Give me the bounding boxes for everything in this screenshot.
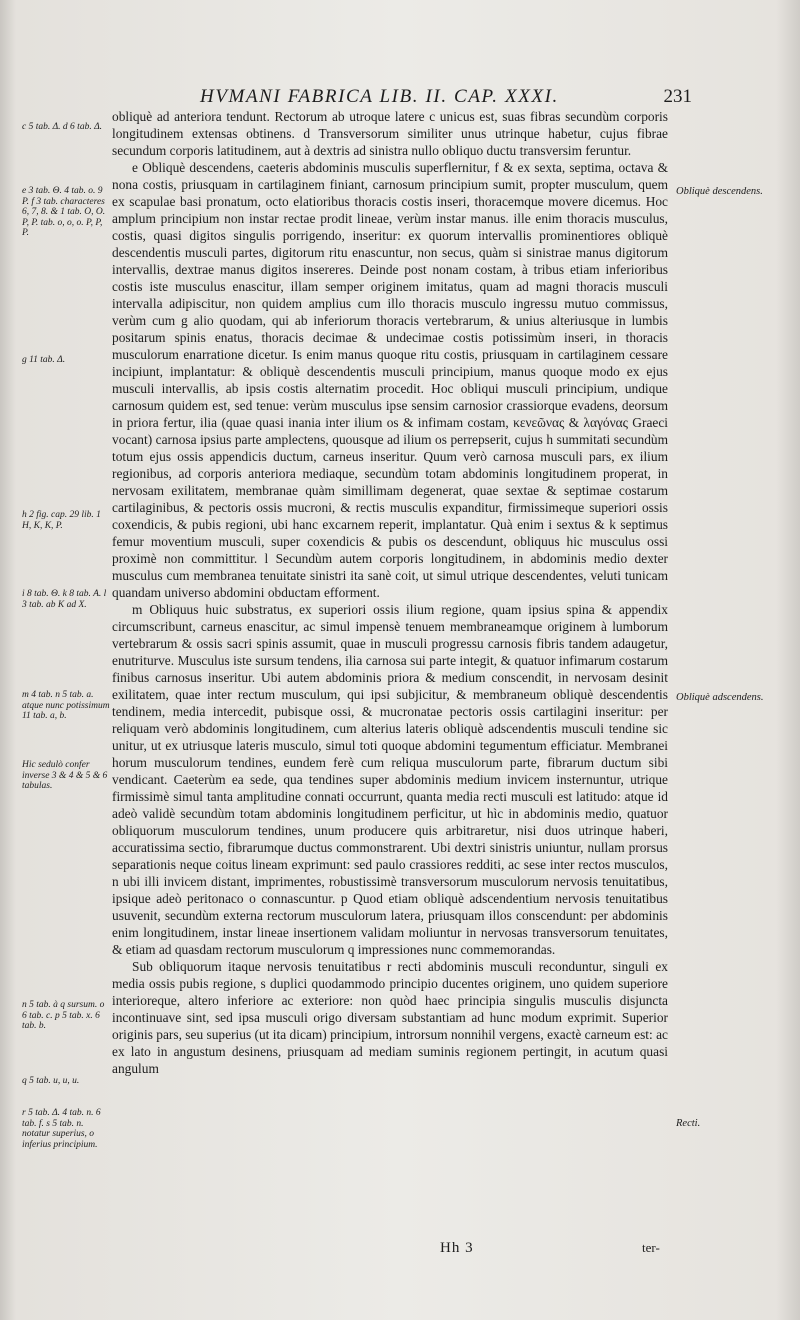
margin-note-m: m 4 tab. n 5 tab. a. atque nunc potissimum 11 tab. a, b.: [22, 690, 110, 721]
margin-note-c-d: c 5 tab. Δ. d 6 tab. Δ.: [22, 122, 103, 132]
paragraph-1: obliquè ad anteriora tendunt. Rectorum ab utroque latere c unicus est, suas fibras secundùm corporis longitudinem extensas obtinens. d Transversorum similiter unus utrinque habetur, cujus fibrae secundum corporis latitudinem, aut à dextris ad sinistra nullo obliquo ductu transversim feruntur.: [112, 109, 668, 158]
margin-note-n-o-p: n 5 tab. à q sursum. o 6 tab. c. p 5 tab. x. 6 tab. b.: [22, 1000, 105, 1031]
main-text-block: [112, 108, 668, 1077]
margin-note-i-k-l: i 8 tab. Θ. k 8 tab. A. l 3 tab. ab K ad X.: [22, 589, 107, 610]
paragraph-4: Sub obliquorum itaque nervosis tenuitatibus r recti abdominis musculi reconduntur, singuli ex media ossis pubis regione, s duplici quodammodo principio ducentes originem, uno quidem superiore interioreque, altero inferiore ac exteriore: non quòd haec principia singulis musculis disjuncta incontinuave sint, sed ipsa musculi origo diversam substantiam ad hunc modum exprimit. Superior originis pars, seu superius (ut ita dicam) principium, introrsum nonnihil vergens, exactè carneum est: ac ex lato in angustum desinens, priusquam ad mediam suminis regionem pertingit, in acutum quasi angulum: [112, 959, 668, 1076]
margin-heading-obliquus-descendens: Obliquè descendens.: [676, 186, 763, 197]
paragraph-3: m Obliquus huic substratus, ex superiori ossis ilium regione, quam ipsius spina & appendix circumscribunt, carneus enascitur, ac simul impensè tenuem membraneamque originem à lumborum vertebrarum & ossis sacri spinis assumit, quae in musculi progressu carnosis fibris tandem adaugetur, enutriturve. Musculus iste sursum tendens, ilia carnosa sui parte integit, & quatuor infimarum costarum finibus carnosus inseritur. Ubi autem abdominis priora & medium conscendit, in nervosam desinit exilitatem, quae inter rectum musculum, qui ipsi subjicitur, & membraneum obliquè descendentis tendinem, media intercedit, pubisque ossi, & mucronatae pectoris ossis cartilagini inseritur: per reliquam verò abdominis longitudinem, cum alterius lateris obliquè adscendentis musculi tendine sic unitur, ut ex utriusque lateris musculo, simul toti quoque abdomini tegumentum efficiatur. Membranei horum musculorum tendines, eundem ferè cum reliqua musculorum parte, fibrarum ductum sibi vendicant. Caeterùm ea sede, qua tendines super abdominis medium invicem insternuntur, utrique firmissimè simul tanta amplitudine connati occurrunt, quanta media recti musculi est latitudo: atque id adeò validè secundùm totam abdominis longitudinem perficitur, ut hìc in abdominis medio, quatuor obliquorum musculorum tendines, unum producere quis arbitraretur, nisi duos utrinque haberi, accuratissima sectio, fibrarumque ductus commonstrarent. Ubi dextri sinistris uniuntur, nullam prorsus separationis neque coitus lineam exprimunt: sed paulo crassiores redditi, ac sese inter rectos musculos, n ubi illi invicem distant, imprimentes, robustissimè transversorum musculorum nervosis tenuitatibus, ipsique adeò peritonaco o connascuntur. p Quod etiam obliquè adscendentium nervosis tenuitatibus usuvenit, secundùm externa rectorum musculorum latera, priusquam illos conscendunt: per abdominis enim longitudinem, instar lineae insertionem validam moliuntur in nervosas transversorum tenuitates, & etiam ad quasdam rectorum musculorum q impressiones nunc commemorandas.: [112, 602, 668, 957]
running-title: HVMANI FABRICA LIB. II. CAP. XXXI.: [200, 86, 559, 107]
margin-heading-obliquus-adscendens: Obliquè adscendens.: [676, 692, 764, 703]
margin-note-g: g 11 tab. Δ.: [22, 355, 66, 365]
margin-note-confer: Hic sedulò confer inverse 3 & 4 & 5 & 6 tabulas.: [22, 760, 108, 791]
margin-note-e-f: e 3 tab. Θ. 4 tab. o. 9 P. f 3 tab. characteres 6, 7, 8. & 1 tab. O, O. P, P. tab. o, o, o. P, P, P.: [22, 186, 106, 238]
page-number: 231: [663, 86, 692, 107]
margin-note-r-s: r 5 tab. Δ. 4 tab. n. 6 tab. f. s 5 tab. n. notatur superius, o inferius principium.: [22, 1108, 101, 1150]
paragraph-2: e Obliquè descendens, caeteris abdominis musculis superflernitur, f & ex sexta, septima, octava & nona costis, priusquam in cartilaginem finiant, carnosum principium sumit, propter musculum, quem ex scapulae basi pronatum, octo elatioribus thoracis costis inseri, thoracemque movere dicemus. Hoc amplum principium non instar rectae prodit lineae, verùm instar manus. ille enim thoracis musculus, costis, quasi digitos singulis porrigendo, inseritur: ex quorum intervallis prominentiores obliquè descendentis musculi partes, digitorum ritu enascuntur, non secus, quàm si sinistrae manus digitorum intervallis, dextrae manus digitos insereres. Deinde post nonam costam, à tribus etiam inferioribus costis iste musculus enascitur, illam semper originem imitatus, quam ad magni thoracis musculi intervalla adipiscitur, non quidem amplius cum illo thoracis musculo ingressu mutuo commissus, verùm cum g alio quodam, qui ab inferiorum thoracis vertebrarum, & unius alteriusque in lumbis positarum spinis enatus, thoracis decimae & undecimae costis potissimùm inseri, in thoracis musculorum enarratione dicetur. Is enim manus quoque ritu costis, priusquam in cartilaginem cessare incipiunt, implantatur: & obliquè descendentis musculi principium, manus quoque modo ex ejus musculi intervallis, ab ipsis costis alternatim procedit. Hoc obliqui musculi principium, undique carnosum quidem est, sed tenue: verùm musculus ipse sensim carnosior crassiorque evadens, deorsum in priora fertur, ilia (quae quasi inania inter ilium os & infimam costam, κενεῶνας & λαγόνας Graeci vocant) carnosa ipsius parte amplectens, quousque ad ilium os perrepserit, cujus h summitati secundùm totum ejus ossis appendicis ductum, carneus inseritur. Quum verò carnosa musculi pars, ex ilium regionibus, ad corporis anteriora mediaque, secundùm totam abdominis longitudinem properat, in nervosam exilitatem, membranae quàm simillimam degenerat, quae sextae & septimae costarum cartilaginibus, & pectoris ossis mucroni, & rectis musculis expanditur, firmissimeque superiori ossis coxendicis, & pubis regioni, ubi hanc excarnem reperit, implantatur. Quà enim i sextus & k septimus femur moventium musculi, super coxendicis & pubis os descendunt, obliquus hic musculus ossi proximè non committitur. l Secundùm autem corporis longitudinem, in abdominis medio dexter musculus cum membranea tenuitate sinistri ita sanè coit, ut simul utrique descendentes, veluti tunicam quandam universo abdomini obductam efforment.: [112, 160, 668, 600]
signature-mark: Hh 3: [440, 1240, 474, 1256]
margin-note-h: h 2 fig. cap. 29 lib. 1 H, K, K, P.: [22, 510, 101, 531]
margin-heading-recti: Recti.: [676, 1118, 701, 1129]
margin-note-q: q 5 tab. u, u, u.: [22, 1076, 80, 1086]
catchword: ter-: [642, 1240, 660, 1255]
